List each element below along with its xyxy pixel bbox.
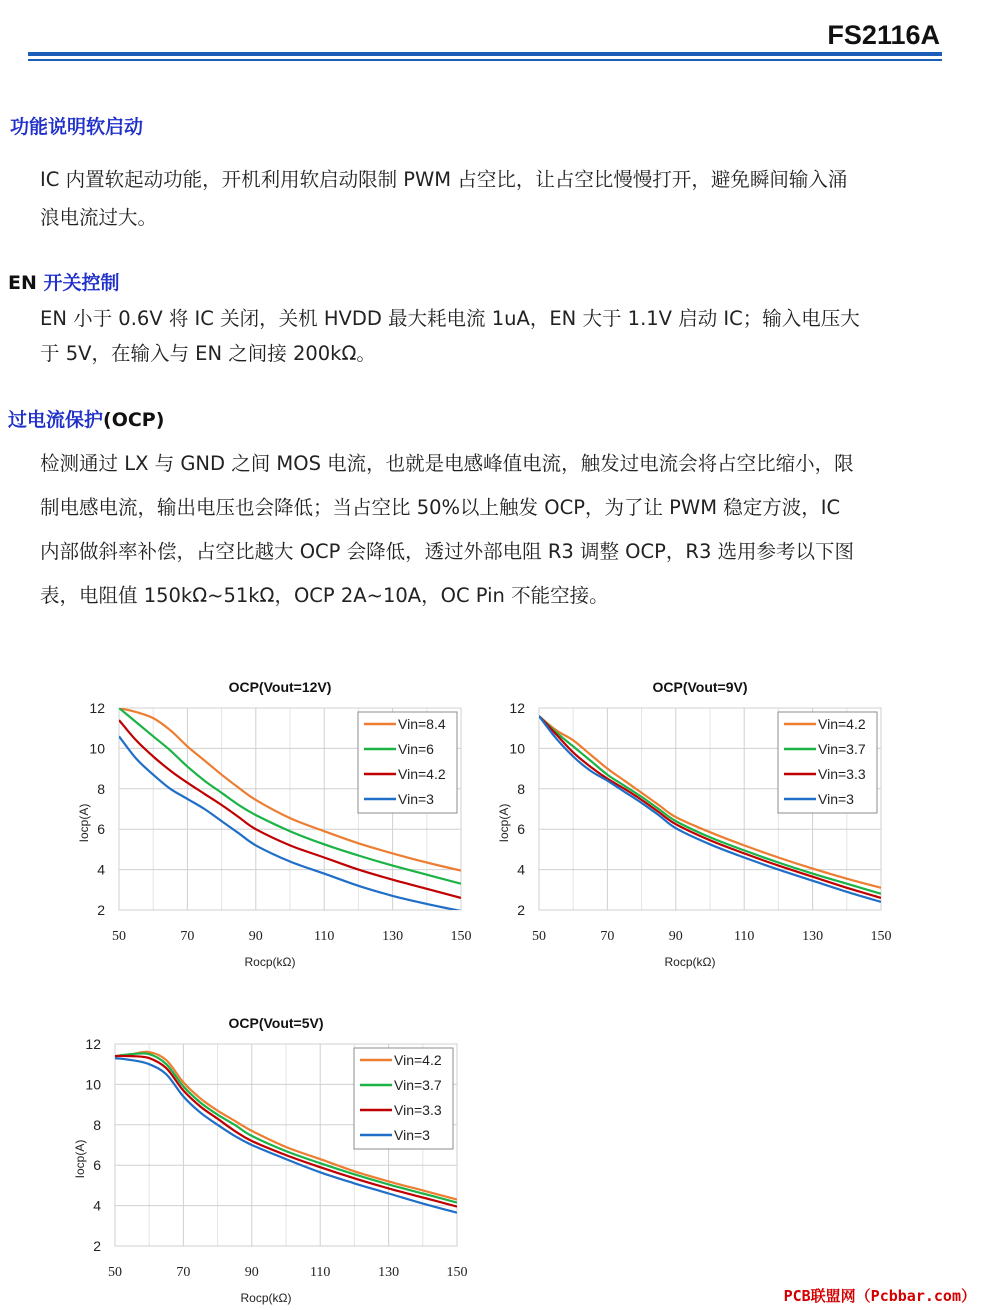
legend-label: Vin=3.3 <box>818 766 866 782</box>
paragraph-line: 内部做斜率补偿，占空比越大 OCP 会降低，透过外部电阻 R3 调整 OCP，R3 选用参考以下图 <box>40 540 855 563</box>
y-tick-label: 2 <box>97 902 105 918</box>
legend-label: Vin=3 <box>394 1127 430 1143</box>
paragraph-line: IC 内置软起动功能，开机利用软启动限制 PWM 占空比，让占空比慢慢打开，避免瞬间输入涌 <box>40 168 848 191</box>
x-tick-label: 150 <box>870 929 892 944</box>
chart-title: OCP(Vout=12V) <box>228 679 332 695</box>
paragraph-line: 于 5V，在输入与 EN 之间接 200kΩ。 <box>40 342 376 365</box>
paragraph-line: 表，电阻值 150kΩ~51kΩ，OCP 2A~10A，OC Pin 不能空接。 <box>40 584 609 607</box>
x-tick-label: 50 <box>108 1265 122 1280</box>
y-tick-label: 4 <box>93 1197 101 1214</box>
document-title: FS2116A <box>827 20 940 50</box>
section-heading-text: 过电流保护 <box>8 409 104 431</box>
x-axis-label: Rocp(kΩ) <box>664 955 716 969</box>
x-tick-label: 70 <box>180 929 195 944</box>
section-heading-prefix: EN <box>8 272 37 294</box>
y-tick-label: 8 <box>93 1116 101 1133</box>
chart-ocp-vout-5v <box>68 1008 478 1308</box>
legend-label: Vin=3.7 <box>818 741 866 757</box>
x-axis-label: Rocp(kΩ) <box>240 1291 292 1305</box>
section-heading-ocp <box>8 405 164 432</box>
section-body-en-control <box>40 301 975 371</box>
x-tick-label: 50 <box>532 929 546 944</box>
x-tick-label: 70 <box>600 929 615 944</box>
y-tick-label: 4 <box>97 861 105 878</box>
y-tick-label: 12 <box>85 1036 101 1052</box>
section-heading-en-control <box>8 268 120 295</box>
legend-label: Vin=4.2 <box>818 716 866 732</box>
y-axis-label: Iocp(A) <box>73 1139 87 1179</box>
x-tick-label: 150 <box>450 929 472 944</box>
y-tick-label: 12 <box>509 700 525 716</box>
legend-label: Vin=4.2 <box>394 1052 442 1068</box>
chart-ocp-vout-12v <box>72 672 482 972</box>
y-tick-label: 8 <box>517 780 525 797</box>
x-axis-label: Rocp(kΩ) <box>244 955 296 969</box>
section-body-ocp <box>40 442 975 618</box>
x-tick-label: 130 <box>802 929 824 944</box>
paragraph-line: EN 小于 0.6V 将 IC 关闭，关机 HVDD 最大耗电流 1uA，EN 大于 1.1V 启动 IC；输入电压大 <box>40 307 860 330</box>
y-tick-label: 2 <box>517 902 525 918</box>
legend-label: Vin=3.7 <box>394 1077 442 1093</box>
y-axis-label: Iocp(A) <box>497 803 511 843</box>
y-tick-label: 8 <box>97 780 105 797</box>
legend-label: Vin=3 <box>818 791 854 807</box>
chart-svg <box>68 1008 478 1308</box>
y-tick-label: 6 <box>517 821 525 838</box>
y-tick-label: 10 <box>85 1076 101 1093</box>
x-tick-label: 110 <box>733 929 755 944</box>
header-rule-thick <box>28 52 942 56</box>
section-heading-text: 功能说明软启动 <box>10 116 144 138</box>
section-heading-text: 开关控制 <box>36 272 120 294</box>
x-tick-label: 70 <box>176 1265 191 1280</box>
paragraph-line: 检测通过 LX 与 GND 之间 MOS 电流，也就是电感峰值电流，触发过电流会将占空比缩小，限 <box>40 452 854 475</box>
x-tick-label: 110 <box>309 1265 331 1280</box>
paragraph-line: 浪电流过大。 <box>40 206 158 229</box>
x-tick-label: 150 <box>446 1265 468 1280</box>
y-tick-label: 10 <box>89 740 105 757</box>
x-tick-label: 90 <box>248 929 263 944</box>
y-tick-label: 6 <box>97 821 105 838</box>
section-body-soft-start <box>40 161 975 237</box>
section-heading-suffix: (OCP) <box>103 409 165 431</box>
legend-label: Vin=3.3 <box>394 1102 442 1118</box>
legend-label: Vin=3 <box>398 791 434 807</box>
x-tick-label: 90 <box>668 929 683 944</box>
y-tick-label: 2 <box>93 1238 101 1254</box>
y-tick-label: 12 <box>89 700 105 716</box>
x-tick-label: 50 <box>112 929 126 944</box>
y-tick-label: 4 <box>517 861 525 878</box>
y-tick-label: 10 <box>509 740 525 757</box>
x-tick-label: 130 <box>378 1265 400 1280</box>
x-tick-label: 90 <box>244 1265 259 1280</box>
y-tick-label: 6 <box>93 1157 101 1174</box>
header-rule-thin <box>28 59 942 61</box>
section-heading-soft-start <box>10 112 143 139</box>
x-tick-label: 110 <box>313 929 335 944</box>
chart-ocp-vout-9v <box>492 672 902 972</box>
chart-svg <box>492 672 902 972</box>
x-tick-label: 130 <box>382 929 404 944</box>
chart-title: OCP(Vout=9V) <box>652 679 748 695</box>
legend-label: Vin=8.4 <box>398 716 446 732</box>
legend-label: Vin=6 <box>398 741 434 757</box>
paragraph-line: 制电感电流，输出电压也会降低；当占空比 50%以上触发 OCP，为了让 PWM 稳定方波，IC <box>40 496 841 519</box>
chart-svg <box>72 672 482 972</box>
chart-title: OCP(Vout=5V) <box>228 1015 324 1031</box>
legend-label: Vin=4.2 <box>398 766 446 782</box>
y-axis-label: Iocp(A) <box>77 803 91 843</box>
watermark: PCB联盟网（Pcbbar.com） <box>783 1287 976 1305</box>
